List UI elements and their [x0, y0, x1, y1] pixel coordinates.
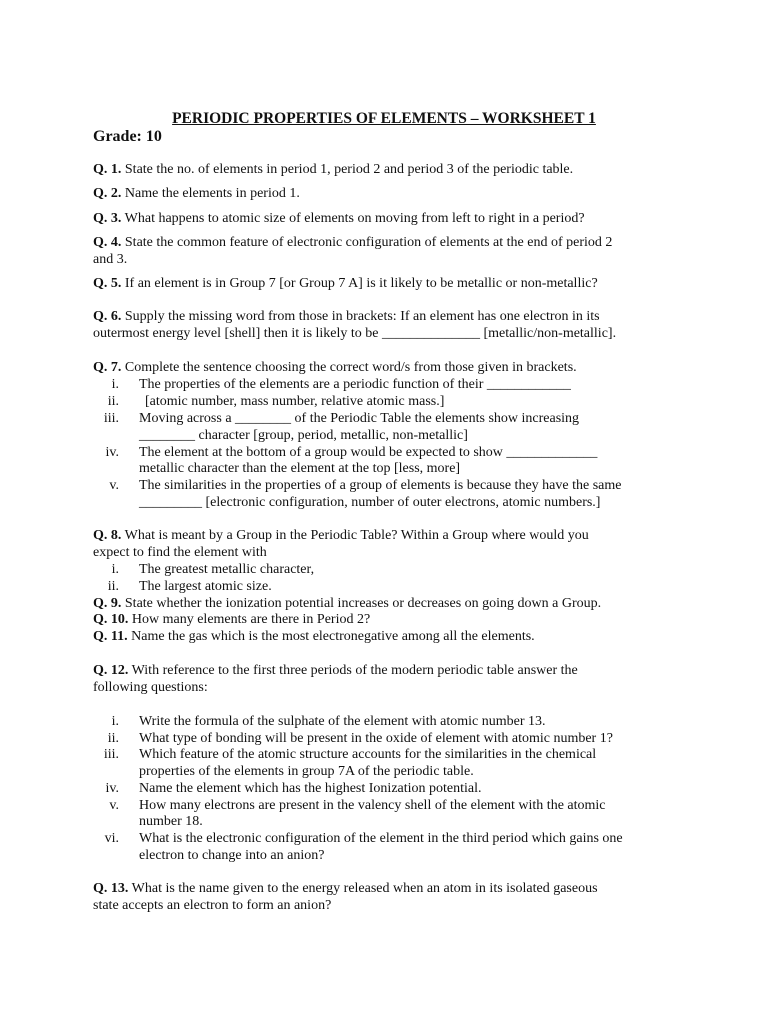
- question-number: Q. 5.: [93, 276, 122, 291]
- item-number: ii.: [107, 394, 119, 409]
- list-item: The greatest metallic character,: [139, 562, 315, 577]
- item-number: v.: [109, 798, 119, 813]
- item-number: ii.: [107, 579, 119, 594]
- question-number: Q. 6.: [93, 309, 122, 324]
- list-item: Write the formula of the sulphate of the element with atomic number 13.: [139, 714, 546, 729]
- list-item: How many electrons are present in the valency shell of the element with the atomic: [139, 798, 606, 813]
- question-text: State the no. of elements in period 1, period 2 and period 3 of the periodic table.: [124, 162, 574, 177]
- list-item: What is the electronic configuration of the element in the third period which gains one: [139, 831, 623, 846]
- question-number: Q. 1.: [93, 162, 122, 177]
- question-13-continued: state accepts an electron to form an anion?: [93, 898, 332, 913]
- question-10: [93, 611, 370, 628]
- question-text: Complete the sentence choosing the correct word/s from those given in brackets.: [124, 360, 577, 375]
- list-item-continued: electron to change into an anion?: [139, 848, 325, 863]
- question-text: State the common feature of electronic configuration of elements at the end of period 2: [124, 235, 613, 250]
- question-number: Q. 2.: [93, 186, 122, 201]
- list-item-continued: metallic character than the element at the top [less, more]: [139, 461, 461, 476]
- question-text: State whether the ionization potential increases or decreases on going down a Group.: [124, 596, 602, 611]
- question-9: [93, 595, 601, 612]
- question-6-continued: outermost energy level [shell] then it is likely to be ______________ [metallic/non-metallic].: [93, 326, 617, 341]
- list-item: The element at the bottom of a group would be expected to show _____________: [139, 445, 598, 460]
- question-8-continued: expect to find the element with: [93, 545, 267, 560]
- list-item-continued: ________ character [group, period, metallic, non-metallic]: [139, 428, 468, 443]
- question-text: Supply the missing word from those in brackets: If an element has one electron in its: [124, 309, 600, 324]
- question-number: Q. 7.: [93, 360, 122, 375]
- grade-label: Grade: 10: [93, 128, 162, 145]
- question-4-continued: and 3.: [93, 252, 128, 267]
- question-12: [93, 662, 578, 679]
- question-6: [93, 308, 600, 325]
- question-number: Q. 13.: [93, 881, 129, 896]
- question-13: [93, 880, 598, 897]
- question-text: What happens to atomic size of elements on moving from left to right in a period?: [124, 211, 585, 226]
- page-title: PERIODIC PROPERTIES OF ELEMENTS – WORKSHEET 1: [172, 110, 596, 127]
- item-number: i.: [111, 562, 119, 577]
- question-11: [93, 628, 535, 645]
- list-item-continued: number 18.: [139, 814, 203, 829]
- item-number: i.: [111, 377, 119, 392]
- question-text: Name the elements in period 1.: [124, 186, 300, 201]
- list-item: [atomic number, mass number, relative atomic mass.]: [145, 394, 445, 409]
- question-2: [93, 185, 300, 202]
- question-8: [93, 527, 589, 544]
- list-item: The largest atomic size.: [139, 579, 272, 594]
- question-text: What is meant by a Group in the Periodic Table? Within a Group where would you: [124, 528, 589, 543]
- question-12-continued: following questions:: [93, 680, 208, 695]
- item-number: iv.: [105, 781, 119, 796]
- question-text: With reference to the first three periods of the modern periodic table answer the: [131, 663, 578, 678]
- item-number: vi.: [104, 831, 119, 846]
- question-1: [93, 161, 573, 178]
- question-4: [93, 234, 612, 251]
- question-number: Q. 3.: [93, 211, 122, 226]
- list-item: Which feature of the atomic structure accounts for the similarities in the chemical: [139, 747, 597, 762]
- list-item: The properties of the elements are a periodic function of their ____________: [139, 377, 571, 392]
- question-number: Q. 12.: [93, 663, 129, 678]
- question-text: What is the name given to the energy released when an atom in its isolated gaseous: [131, 881, 598, 896]
- list-item: Moving across a ________ of the Periodic Table the elements show increasing: [139, 411, 580, 426]
- item-number: ii.: [107, 731, 119, 746]
- question-number: Q. 4.: [93, 235, 122, 250]
- list-item-continued: _________ [electronic configuration, number of outer electrons, atomic numbers.]: [139, 495, 601, 510]
- list-item-continued: properties of the elements in group 7A of the periodic table.: [139, 764, 474, 779]
- list-item: Name the element which has the highest Ionization potential.: [139, 781, 482, 796]
- item-number: iii.: [103, 747, 119, 762]
- item-number: i.: [111, 714, 119, 729]
- list-item: The similarities in the properties of a group of elements is because they have the same: [139, 478, 622, 493]
- question-3: [93, 210, 585, 227]
- item-number: v.: [109, 478, 119, 493]
- question-5: [93, 275, 598, 292]
- question-number: Q. 11.: [93, 629, 128, 644]
- question-text: If an element is in Group 7 [or Group 7 A] is it likely to be metallic or non-metallic?: [124, 276, 598, 291]
- question-number: Q. 9.: [93, 596, 122, 611]
- list-item: What type of bonding will be present in the oxide of element with atomic number 1?: [139, 731, 613, 746]
- question-number: Q. 8.: [93, 528, 122, 543]
- question-text: Name the gas which is the most electronegative among all the elements.: [131, 629, 535, 644]
- question-7: [93, 359, 577, 376]
- question-text: How many elements are there in Period 2?: [131, 612, 371, 627]
- item-number: iv.: [105, 445, 119, 460]
- item-number: iii.: [103, 411, 119, 426]
- question-number: Q. 10.: [93, 612, 129, 627]
